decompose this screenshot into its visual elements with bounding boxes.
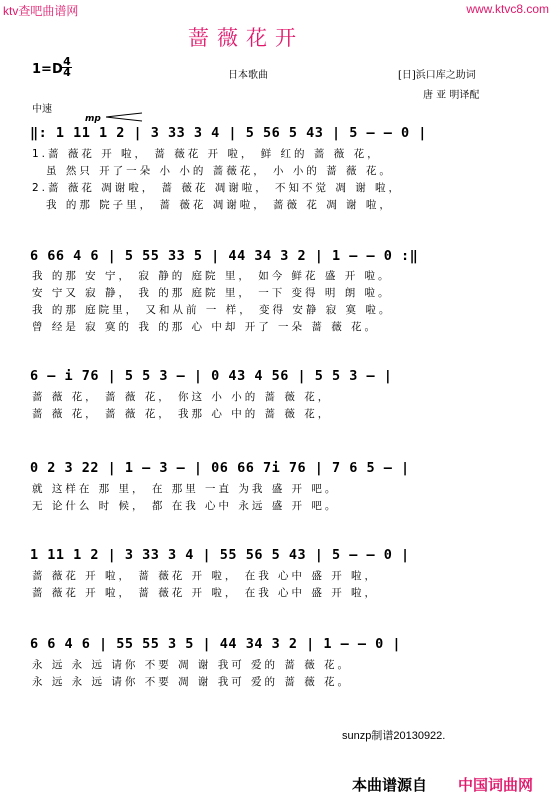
lyric-line-3-1: 蔷 薇 花， 蔷 薇 花， 你这 小 小的 蔷 薇 花， <box>32 391 332 403</box>
watermark-right: www.ktvc8.com <box>466 2 549 16</box>
notation-line-3: 6 – i 76 | 5 5 3 – | 0 43 4 56 | 5 5 3 – | <box>30 368 393 384</box>
time-sig-bottom: 4 <box>63 66 71 79</box>
arranger-credit: 唐 亚 明译配 <box>423 90 480 101</box>
notation-line-6: 6 6 4 6 | 55 55 3 5 | 44 34 3 2 | 1 – – 0 | <box>30 636 401 652</box>
time-signature <box>62 57 72 78</box>
decrescendo-hairpin <box>106 112 144 122</box>
lyric-line-1-1: 1.蔷 薇花 开 啦， 蔷 薇花 开 啦， 鲜 红的 蔷 薇 花， <box>32 148 381 160</box>
lyric-line-4-2: 无 论什么 时 候， 都 在我 心中 永远 盛 开 吧。 <box>32 500 339 512</box>
lyric-line-1-3: 2.蔷 薇花 凋谢啦， 蔷 薇花 凋谢啦， 不知不觉 凋 谢 啦， <box>32 182 403 194</box>
lyric-line-1-4: 我 的那 院子里， 蔷 薇花 凋谢啦， 蔷薇 花 凋 谢 啦， <box>46 199 393 211</box>
lyric-line-1-2: 虽 然只 开了一朵 小 小的 蔷薇花， 小 小的 蔷 薇 花。 <box>46 165 393 177</box>
source-site: 中国词曲网 <box>458 776 534 794</box>
lyric-line-2-3: 我 的那 庭院里， 又和从前 一 样， 变得 安静 寂 寞 啦。 <box>32 304 393 316</box>
lyric-line-2-2: 安 宁又 寂 静， 我 的那 庭院 里， 一下 变得 明 朗 啦。 <box>32 287 392 299</box>
lyric-line-3-2: 蔷 薇 花， 蔷 薇 花， 我那 心 中的 蔷 薇 花， <box>32 408 332 420</box>
watermark-left: ktv查吧曲谱网 <box>3 4 79 18</box>
lyric-line-5-2: 蔷 薇花 开 啦， 蔷 薇花 开 啦， 在我 心中 盛 开 啦， <box>32 587 379 599</box>
dynamic-marking <box>85 106 144 125</box>
lyric-line-6-1: 永 远 永 远 请你 不要 凋 谢 我可 爱的 蔷 薇 花。 <box>32 659 352 671</box>
key-signature: 1=D <box>32 62 63 77</box>
notation-line-4: 0 2 3 22 | 1 – 3 – | 06 66 7i 76 | 7 6 5 – | <box>30 460 410 476</box>
lyric-line-6-2: 永 远 永 远 请你 不要 凋 谢 我可 爱的 蔷 薇 花。 <box>32 676 352 688</box>
song-origin: 日本歌曲 <box>228 70 268 81</box>
lyric-line-2-4: 曾 经是 寂 寞的 我 的那 心 中却 开了 一朵 蔷 薇 花。 <box>32 321 379 333</box>
source-label: 本曲谱源自 <box>352 776 428 794</box>
notation-line-1: ‖: 1 11 1 2 | 3 33 3 4 | 5 56 5 43 | 5 – – 0 | <box>30 125 427 141</box>
lyric-line-2-1: 我 的那 安 宁， 寂 静的 庭院 里， 如今 鲜花 盛 开 啦。 <box>32 270 392 282</box>
transcriber-credit: sunzp制谱20130922. <box>342 730 446 742</box>
notation-line-2: 6 66 4 6 | 5 55 33 5 | 44 34 3 2 | 1 – – 0 :‖ <box>30 248 419 264</box>
time-sig-top: 4 <box>63 55 71 68</box>
notation-line-5: 1 11 1 2 | 3 33 3 4 | 55 56 5 43 | 5 – – 0 | <box>30 547 410 563</box>
song-title: 蔷薇花开 <box>188 26 304 50</box>
lyricist-credit: [日]浜口库之助词 <box>398 70 476 81</box>
tempo-marking: 中速 <box>32 104 52 115</box>
lyric-line-5-1: 蔷 薇花 开 啦， 蔷 薇花 开 啦， 在我 心中 盛 开 啦， <box>32 570 379 582</box>
dynamic-label: mp <box>85 114 101 124</box>
lyric-line-4-1: 就 这样在 那 里， 在 那里 一直 为我 盛 开 吧。 <box>32 483 339 495</box>
